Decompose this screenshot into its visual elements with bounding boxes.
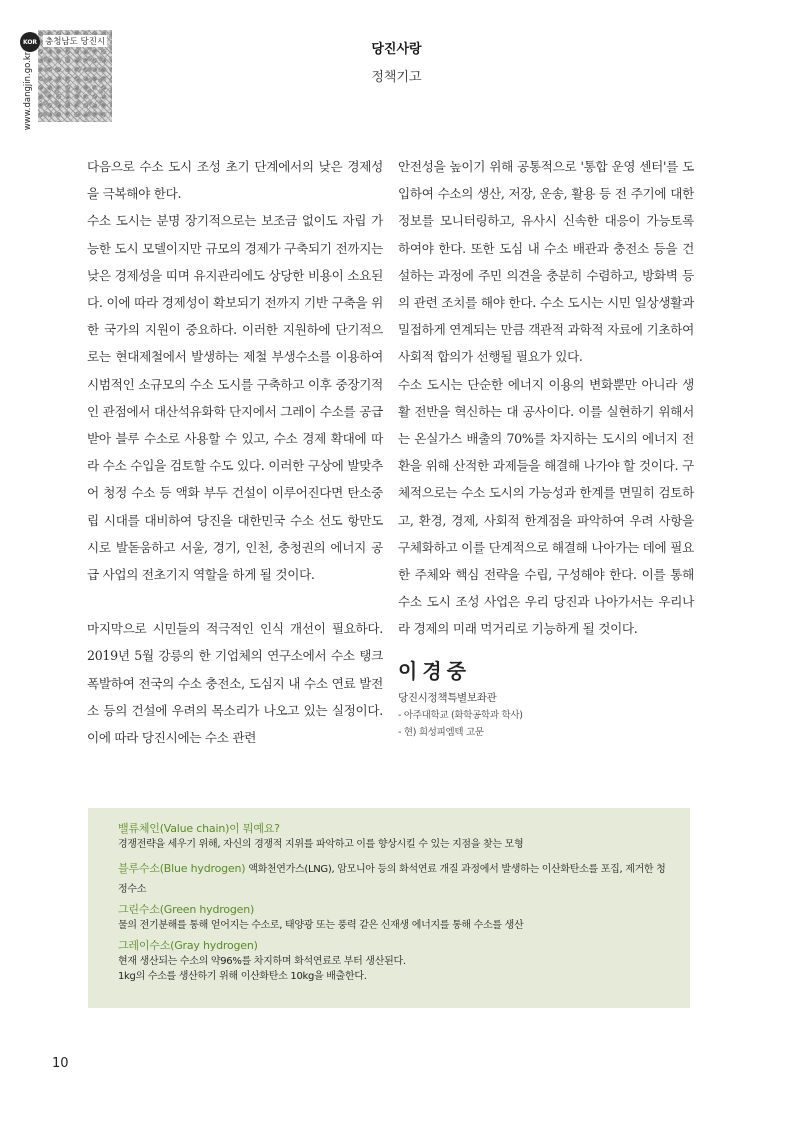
glossary-item [118,902,674,933]
glossary-definition: 액화천연가스(LNG), 암모니아 등의 화석연료 개질 과정에서 발생하는 이산화탄소를 포집, 제거한 청정수소 [118,864,666,895]
glossary-item [118,938,674,984]
paragraph: 마지막으로 시민들의 적극적인 인식 개선이 필요하다. 2019년 5월 강릉의 한 기업체의 연구소에서 수소 탱크 폭발하여 전국의 수소 충전소, 도심지 내 수소 연료 발전소 등의 건설에 우려의 목소리가 나오고 있는 실정이다. 이에 따라 당진시에는 수소 관련 [87,621,383,746]
glossary-definition: 물의 전기분해를 통해 얻어지는 수소로, 태양광 또는 풍력 같은 신재생 에너지를 통해 수소를 생산 [118,920,524,931]
magazine-title: 당진사랑 [371,42,422,57]
region-label: 충청남도 당진시 [45,37,106,47]
paragraph: 수소 도시는 단순한 에너지 이용의 변화뿐만 아니라 생활 전반을 혁신하는 대 공사이다. 이를 실현하기 위해서는 온실가스 배출의 70%를 차지하는 도시의 에너지 전환을 위해 산적한 과제들을 해결해 나가야 할 것이다. 구체적으로는 수소 도시의 가능성과 한계를 면밀히 검토하고, 환경, 경제, 사회적 한계점을 파악하여 우려 사항을 구체화하고 이를 단계적으로 해결해 나아가는 데에 필요한 주체와 핵심 전략을 수립, 구성해야 한다. 이를 통해 수소 도시 조성 사업은 우리 당진과 나아가서는 우리나라 경제의 미래 먹거리로 기능하게 될 것이다. [398,376,694,637]
author-role: 당진시정책특별보좌관 [398,691,497,704]
author-education: - 아주대학교 (화학공학과 학사) [398,709,523,721]
paragraph: 안전성을 높이기 위해 공통적으로 '통합 운영 센터'를 도입하여 수소의 생산, 저장, 운송, 활용 등 전 주기에 대한 정보를 모니터링하고, 유사시 신속한 대응이 가능토록 하여야 한다. 또한 도심 내 수소 배관과 충전소 등을 건설하는 과정에 주민 의견을 충분히 수렴하고, 방화벽 등의 관련 조치를 해야 한다. 수소 도시는 시민 일상생활과 밀접하게 연계되는 만큼 객관적 과학적 자료에 기초하여 사회적 합의가 선행될 필요가 있다. [398,159,694,365]
section-title: 정책기고 [371,70,422,85]
paragraph: 다음으로 수소 도시 조성 초기 단계에서의 낮은 경제성을 극복해야 한다. [87,159,383,202]
glossary-term: 블루수소(Blue hydrogen) [118,862,246,875]
paragraph: 수소 도시는 분명 장기적으로는 보조금 없이도 자립 가능한 도시 모델이지만 규모의 경제가 구축되기 전까지는 낮은 경제성을 띠며 유지관리에도 상당한 비용이 소요된다. 이에 따라 경제성이 확보되기 전까지 기반 구축을 위한 국가의 지원이 중요하다. 이러한 지원하에 단기적으로는 현대제철에서 발생하는 제철 부생수소를 이용하여 시범적인 소규모의 수소 도시를 구축하고 이후 중장기적인 관점에서 대산석유화학 단지에서 그레이 수소를 공급받아 블루 수소로 사용할 수 있고, 수소 경제 확대에 따라 수소 수입을 검토할 수도 있다. 이러한 구상에 발맞추어 청정 수소 등 액화 부두 건설이 이루어진다면 탄소중립 시대를 대비하여 당진을 대한민국 수소 선도 항만도시로 발돋움하고 서울, 경기, 인천, 충청권의 에너지 공급 사업의 전초기지 역할을 하게 될 것이다. [87,213,383,583]
glossary-term: 그린수소(Green hydrogen) [118,903,255,916]
site-url: www.dangjin.go.kr [23,51,33,131]
glossary-definition: 현재 생산되는 수소의 약96%를 차지하며 화석연료로 부터 생산된다. [118,956,406,967]
author-position: - 현) 희성피엠텍 고문 [398,726,484,738]
article-left-column [87,153,383,751]
glossary-term: 그레이수소(Gray hydrogen) [118,939,258,952]
page-number: 10 [52,1056,69,1071]
glossary-item [118,857,674,897]
glossary-definition: 1kg의 수소를 생산하기 위해 이산화탄소 10kg을 배출한다. [118,971,367,982]
glossary-term: 밸류체인(Value chain)이 뭐예요? [118,822,280,835]
author-name: 이경중 [398,658,471,683]
glossary-box [88,808,690,1008]
glossary-definition: 경쟁전략을 세우기 위해, 자신의 경쟁적 지위를 파악하고 이를 향상시킬 수 있는 지점을 찾는 모형 [118,839,524,850]
article-right-column [398,153,694,741]
kor-badge: KOR [20,32,40,52]
glossary-item [118,821,674,852]
